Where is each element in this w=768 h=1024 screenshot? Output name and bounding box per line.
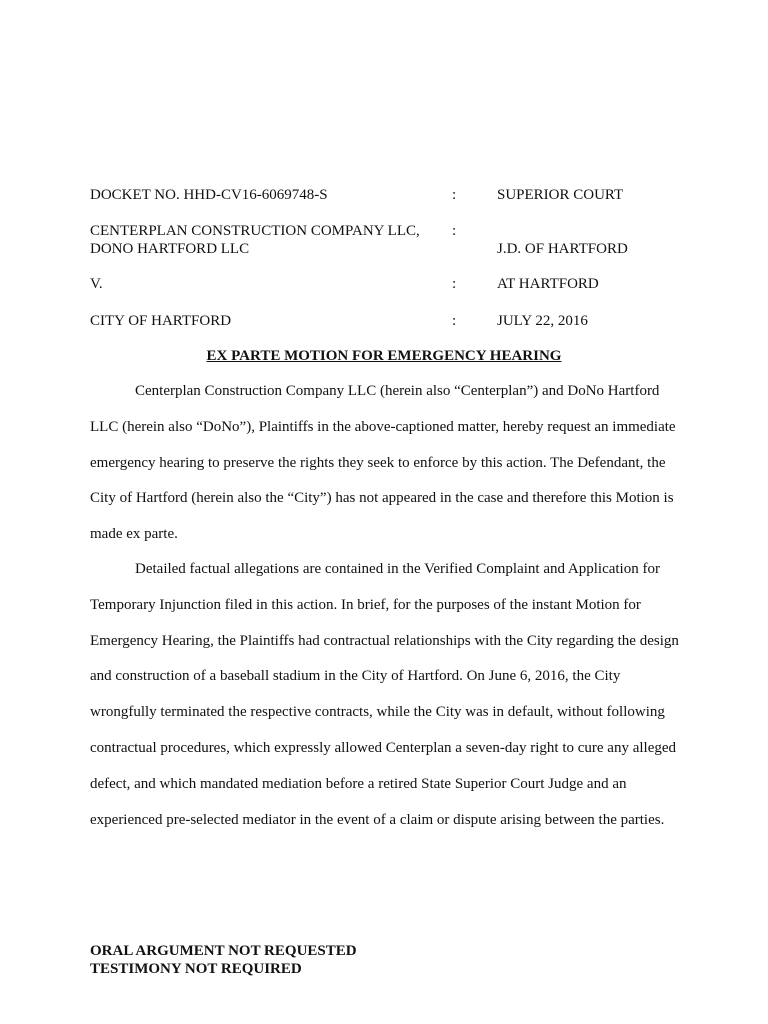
- versus-label: V.: [90, 276, 103, 292]
- plaintiff-name-line2: DONO HARTFORD LLC: [90, 241, 250, 257]
- testimony-notice: TESTIMONY NOT REQUIRED: [90, 961, 302, 977]
- body-paragraph-1: Centerplan Construction Company LLC (herein also “Centerplan”) and DoNo Hartford LLC (herein also “DoNo”), Plaintiffs in the above-captioned matter, hereby request an immediate emergency hearing to preserve the rights they seek to enforce by this action. The Defendant, the City of Hartford (herein also the “City”) has not appeared in the case and therefore this Motion is made ex parte.: [90, 383, 676, 543]
- judicial-district: J.D. OF HARTFORD: [497, 241, 628, 257]
- docket-number: DOCKET NO. HHD-CV16-6069748-S: [90, 187, 328, 203]
- court-name: SUPERIOR COURT: [497, 187, 624, 203]
- oral-argument-notice: ORAL ARGUMENT NOT REQUESTED: [90, 943, 357, 959]
- plaintiff-name-line1: CENTERPLAN CONSTRUCTION COMPANY LLC,: [90, 223, 420, 239]
- caption-colon: :: [452, 313, 457, 329]
- document-title: EX PARTE MOTION FOR EMERGENCY HEARING: [206, 348, 562, 364]
- filing-date: JULY 22, 2016: [497, 313, 588, 329]
- caption-colon: :: [452, 276, 457, 292]
- body-paragraph-2: Detailed factual allegations are contained in the Verified Complaint and Application for Temporary Injunction filed in this action. In brief, for the purposes of the instant Motion for Emergency Hearing, the Plaintiffs had contractual relationships with the City regarding the design and construction of a baseball stadium in the City of Hartford. On June 6, 2016, the City wrongfully terminated the respective contracts, while the City was in default, without following contractual procedures, which expressly allowed Centerplan a seven-day right to cure any alleged defect, and which mandated mediation before a retired State Superior Court Judge and an experienced pre-selected mediator in the event of a claim or dispute arising between the parties.: [90, 561, 679, 828]
- caption-colon: :: [452, 187, 457, 203]
- court-location: AT HARTFORD: [497, 276, 599, 292]
- defendant-name: CITY OF HARTFORD: [90, 313, 232, 329]
- caption-colon: :: [452, 223, 457, 239]
